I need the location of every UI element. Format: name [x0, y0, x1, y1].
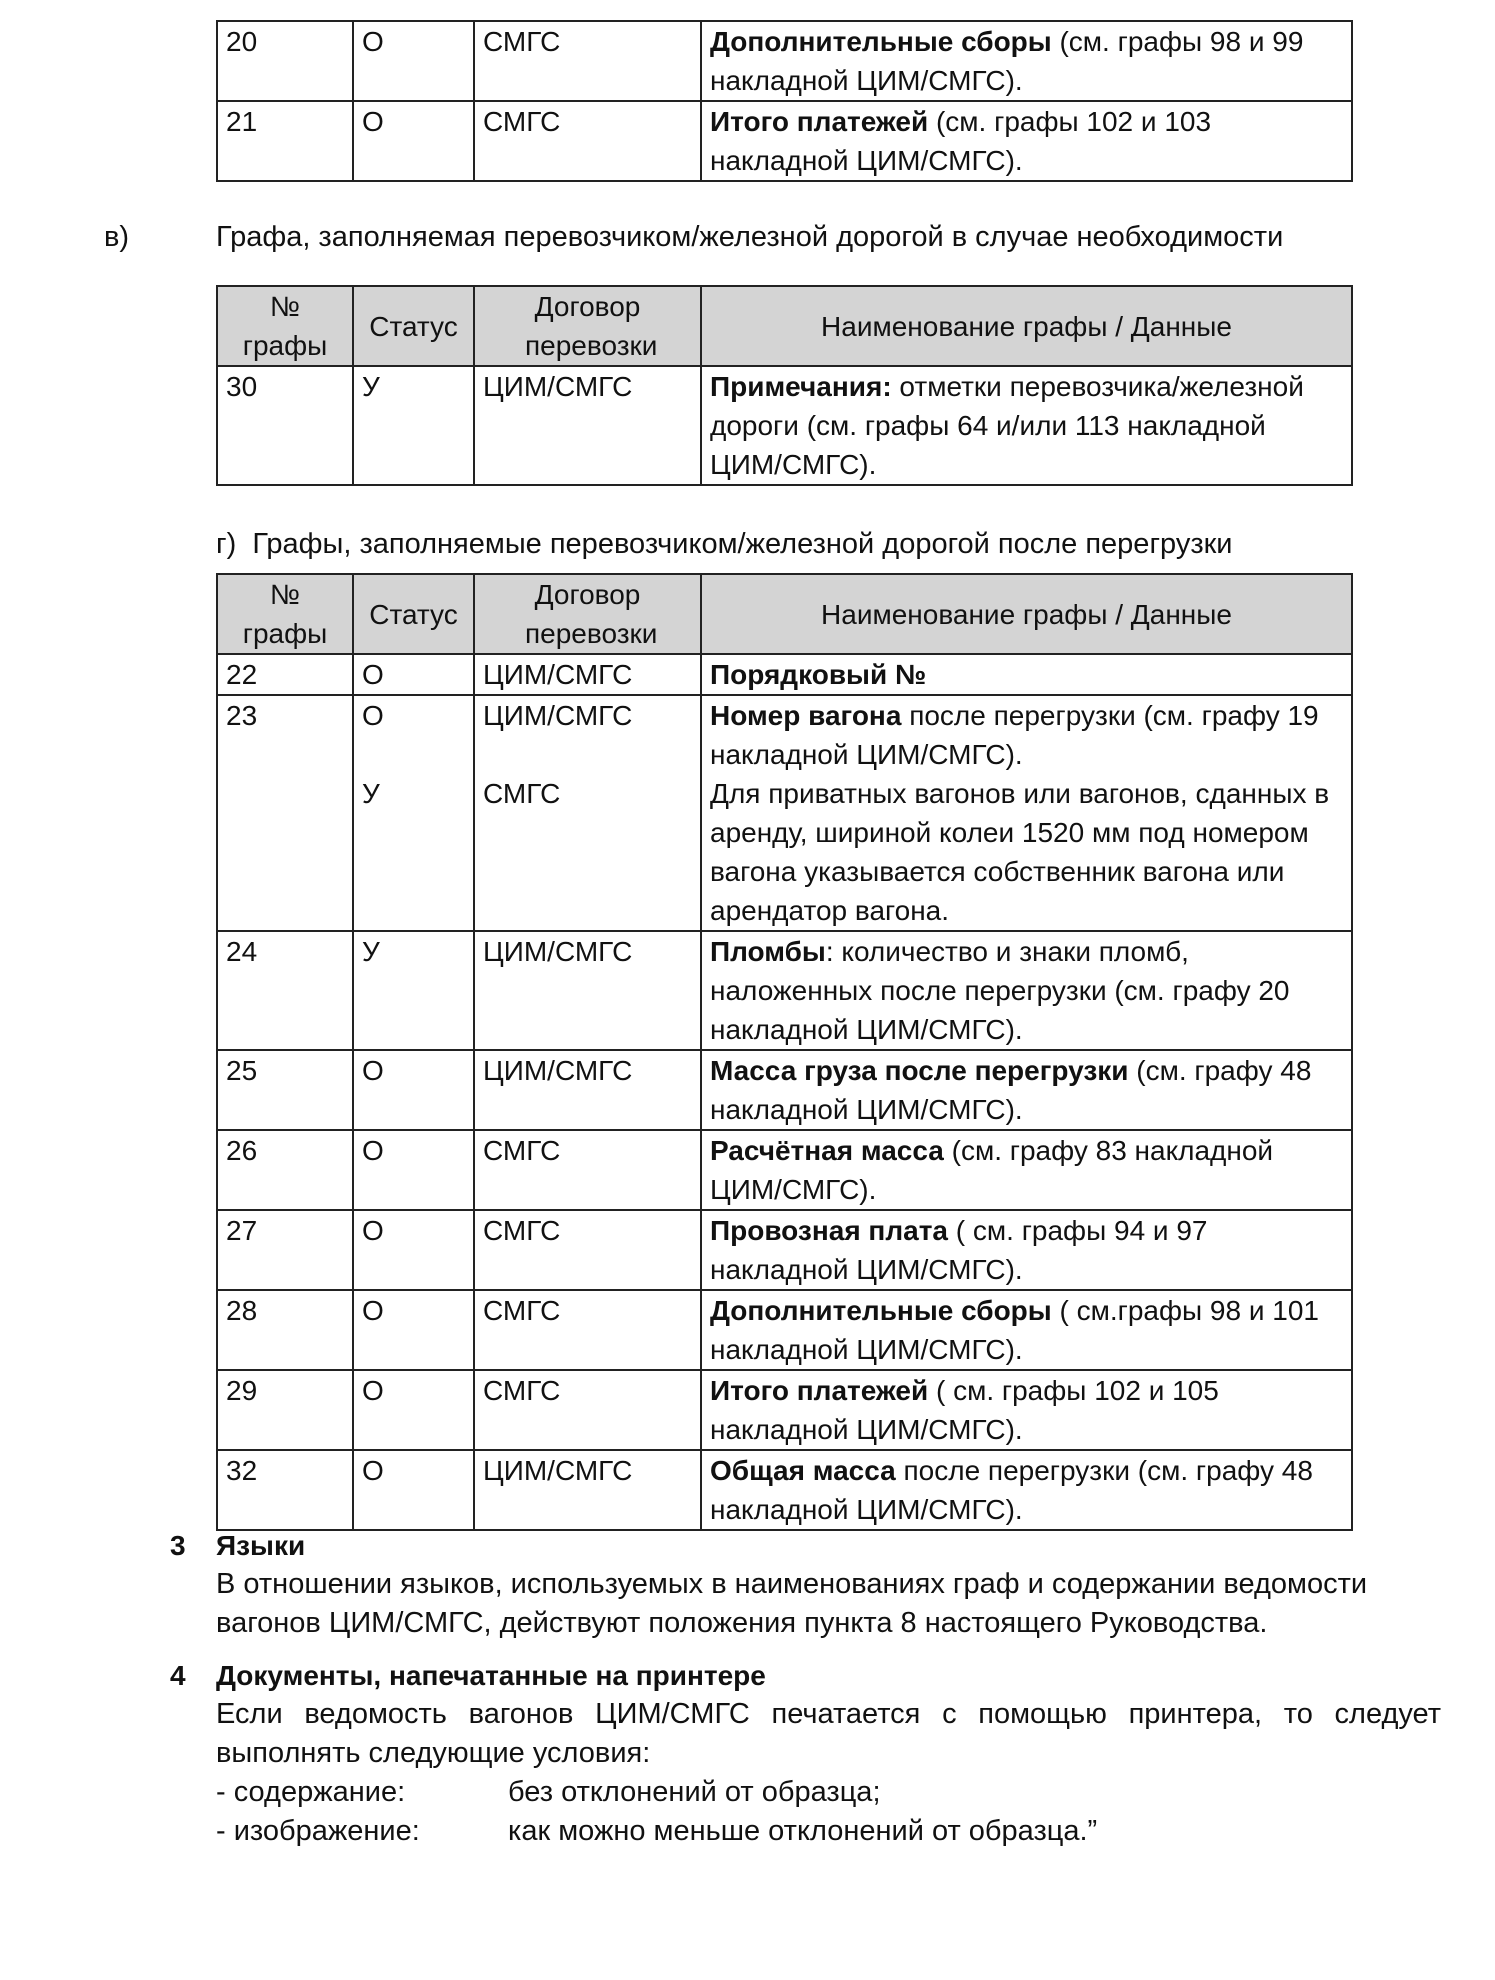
section-v-marker: в): [104, 221, 130, 253]
section-3-number: 3: [170, 1530, 186, 1561]
cell-title: Итого платежей: [710, 106, 929, 137]
cell-contract-first: ЦИМ/СМГС: [483, 700, 633, 731]
cell-desc-second: Для приватных вагонов или вагонов, сданных в аренду, шириной колеи 1520 мм под номером вагона указывается собственник вагона или арендатор вагона.: [710, 778, 1330, 926]
cell-name: [701, 21, 1352, 101]
cell-contract: ЦИМ/СМГС: [474, 654, 701, 695]
cell-name: [701, 1050, 1352, 1130]
header-name: Наименование графы / Данные: [701, 574, 1352, 654]
cell-desc: ( см. графы 94 и 97 накладной ЦИМ/СМГС).: [710, 1215, 1208, 1285]
cell-status: О: [353, 1050, 474, 1130]
cell-contract-second: СМГС: [483, 778, 561, 809]
list-item-label: - изображение:: [216, 1815, 420, 1847]
section-3-title: Языки: [216, 1530, 306, 1561]
section-4-number: 4: [170, 1660, 186, 1691]
cell-title: Дополнительные сборы: [710, 26, 1052, 57]
cell-status: [353, 695, 474, 931]
cell-name: [701, 366, 1352, 485]
header-status: Статус: [353, 574, 474, 654]
cell-status: О: [353, 1210, 474, 1290]
cell-name: [701, 101, 1352, 181]
list-item-label: - содержание:: [216, 1776, 406, 1808]
header-num: № графы: [217, 574, 353, 654]
cell-title: Номер вагона: [710, 700, 902, 731]
cell-status: О: [353, 1290, 474, 1370]
cell-name: [701, 1130, 1352, 1210]
cell-title: Провозная плата: [710, 1215, 948, 1246]
cell-desc: ( см. графы 102 и 105 накладной ЦИМ/СМГС).: [710, 1375, 1219, 1445]
cell-num: 27: [217, 1210, 353, 1290]
header-num: № графы: [217, 286, 353, 366]
table-row: [217, 1450, 1352, 1530]
cell-status: У: [353, 931, 474, 1050]
cell-desc: (см. графы 98 и 99 накладной ЦИМ/СМГС).: [710, 26, 1304, 96]
header-contract: Договор перевозки: [474, 286, 701, 366]
table-row: [217, 1290, 1352, 1370]
cell-contract: СМГС: [474, 101, 701, 181]
section-4-text: Если ведомость вагонов ЦИМ/СМГС печатается с помощью принтера, то следует выполнять следующие условия:: [216, 1698, 1441, 1769]
cell-name: [701, 654, 1352, 695]
section-4-title: Документы, напечатанные на принтере: [216, 1660, 766, 1691]
cell-desc: (см. графу 48 накладной ЦИМ/СМГС).: [710, 1055, 1312, 1125]
table-v: [216, 285, 1353, 486]
cell-num: 24: [217, 931, 353, 1050]
cell-name: [701, 1370, 1352, 1450]
cell-desc: (см. графы 102 и 103 накладной ЦИМ/СМГС).: [710, 106, 1212, 176]
cell-status: О: [353, 101, 474, 181]
cell-status-second: У: [362, 778, 380, 809]
section-g-title: г) Графы, заполняемые перевозчиком/железной дорогой после перегрузки: [216, 528, 1233, 560]
cell-status: О: [353, 1370, 474, 1450]
cell-contract: СМГС: [474, 1290, 701, 1370]
cell-contract: СМГС: [474, 21, 701, 101]
cell-name: [701, 1290, 1352, 1370]
cell-contract: ЦИМ/СМГС: [474, 1450, 701, 1530]
cell-title: Пломбы: [710, 936, 826, 967]
cell-title: Примечания:: [710, 371, 892, 402]
cell-title: Итого платежей: [710, 1375, 929, 1406]
table-row: [217, 654, 1352, 695]
cell-status: О: [353, 1450, 474, 1530]
cell-desc: (см. графу 83 накладной ЦИМ/СМГС).: [710, 1135, 1274, 1205]
list-item-value: без отклонений от образца;: [508, 1776, 881, 1808]
cell-num: 30: [217, 366, 353, 485]
cell-desc: отметки перевозчика/железной дороги (см. графы 64 и/или 113 накладной ЦИМ/СМГС).: [710, 371, 1304, 480]
cell-contract: ЦИМ/СМГС: [474, 931, 701, 1050]
cell-title: Масса груза после перегрузки: [710, 1055, 1129, 1086]
table-row: [217, 1370, 1352, 1450]
cell-num: 32: [217, 1450, 353, 1530]
cell-num: 20: [217, 21, 353, 101]
cell-status: О: [353, 21, 474, 101]
cell-num: 29: [217, 1370, 353, 1450]
table-top: [216, 20, 1353, 182]
cell-num: 23: [217, 695, 353, 931]
table-row: [217, 695, 1352, 931]
cell-desc: : количество и знаки пломб, наложенных после перегрузки (см. графу 20 накладной ЦИМ/СМГС).: [710, 936, 1290, 1045]
cell-contract: СМГС: [474, 1370, 701, 1450]
table-row: [217, 366, 1352, 485]
table-header-row: [217, 574, 1352, 654]
list-item-value: как можно меньше отклонений от образца.”: [508, 1815, 1098, 1847]
cell-title: Общая масса: [710, 1455, 896, 1486]
header-status: Статус: [353, 286, 474, 366]
cell-name: [701, 695, 1352, 931]
cell-contract: СМГС: [474, 1130, 701, 1210]
cell-title: Расчётная масса: [710, 1135, 944, 1166]
list-item: [216, 1812, 1097, 1851]
cell-status: О: [353, 654, 474, 695]
cell-desc: ( см.графы 98 и 101 накладной ЦИМ/СМГС).: [710, 1295, 1319, 1365]
table-row: [217, 101, 1352, 181]
table-row: [217, 1210, 1352, 1290]
cell-title: Дополнительные сборы: [710, 1295, 1052, 1326]
header-contract: Договор перевозки: [474, 574, 701, 654]
cell-contract: ЦИМ/СМГС: [474, 1050, 701, 1130]
cell-status-first: О: [362, 700, 384, 731]
cell-name: [701, 931, 1352, 1050]
cell-status: О: [353, 1130, 474, 1210]
table-g: [216, 573, 1353, 1531]
cell-num: 22: [217, 654, 353, 695]
cell-contract: СМГС: [474, 1210, 701, 1290]
section-v-title: Графа, заполняемая перевозчиком/железной дорогой в случае необходимости: [216, 221, 1284, 253]
cell-num: 25: [217, 1050, 353, 1130]
table-row: [217, 21, 1352, 101]
cell-desc: после перегрузки (см. графу 48 накладной ЦИМ/СМГС).: [710, 1455, 1313, 1525]
cell-num: 28: [217, 1290, 353, 1370]
cell-name: [701, 1210, 1352, 1290]
section-3-text: В отношении языков, используемых в наименованиях граф и содержании ведомости вагонов ЦИМ/СМГС, действуют положения пункта 8 настоящего Руководства.: [216, 1568, 1368, 1639]
cell-name: [701, 1450, 1352, 1530]
cell-num: 21: [217, 101, 353, 181]
table-row: [217, 1050, 1352, 1130]
table-header-row: [217, 286, 1352, 366]
list-item: [216, 1773, 881, 1812]
table-row: [217, 931, 1352, 1050]
table-row: [217, 1130, 1352, 1210]
cell-num: 26: [217, 1130, 353, 1210]
cell-title: Порядковый №: [710, 659, 927, 690]
cell-contract: ЦИМ/СМГС: [474, 366, 701, 485]
cell-desc: после перегрузки (см. графу 19 накладной ЦИМ/СМГС).: [710, 700, 1319, 770]
cell-status: У: [353, 366, 474, 485]
header-name: Наименование графы / Данные: [701, 286, 1352, 366]
cell-contract: [474, 695, 701, 931]
